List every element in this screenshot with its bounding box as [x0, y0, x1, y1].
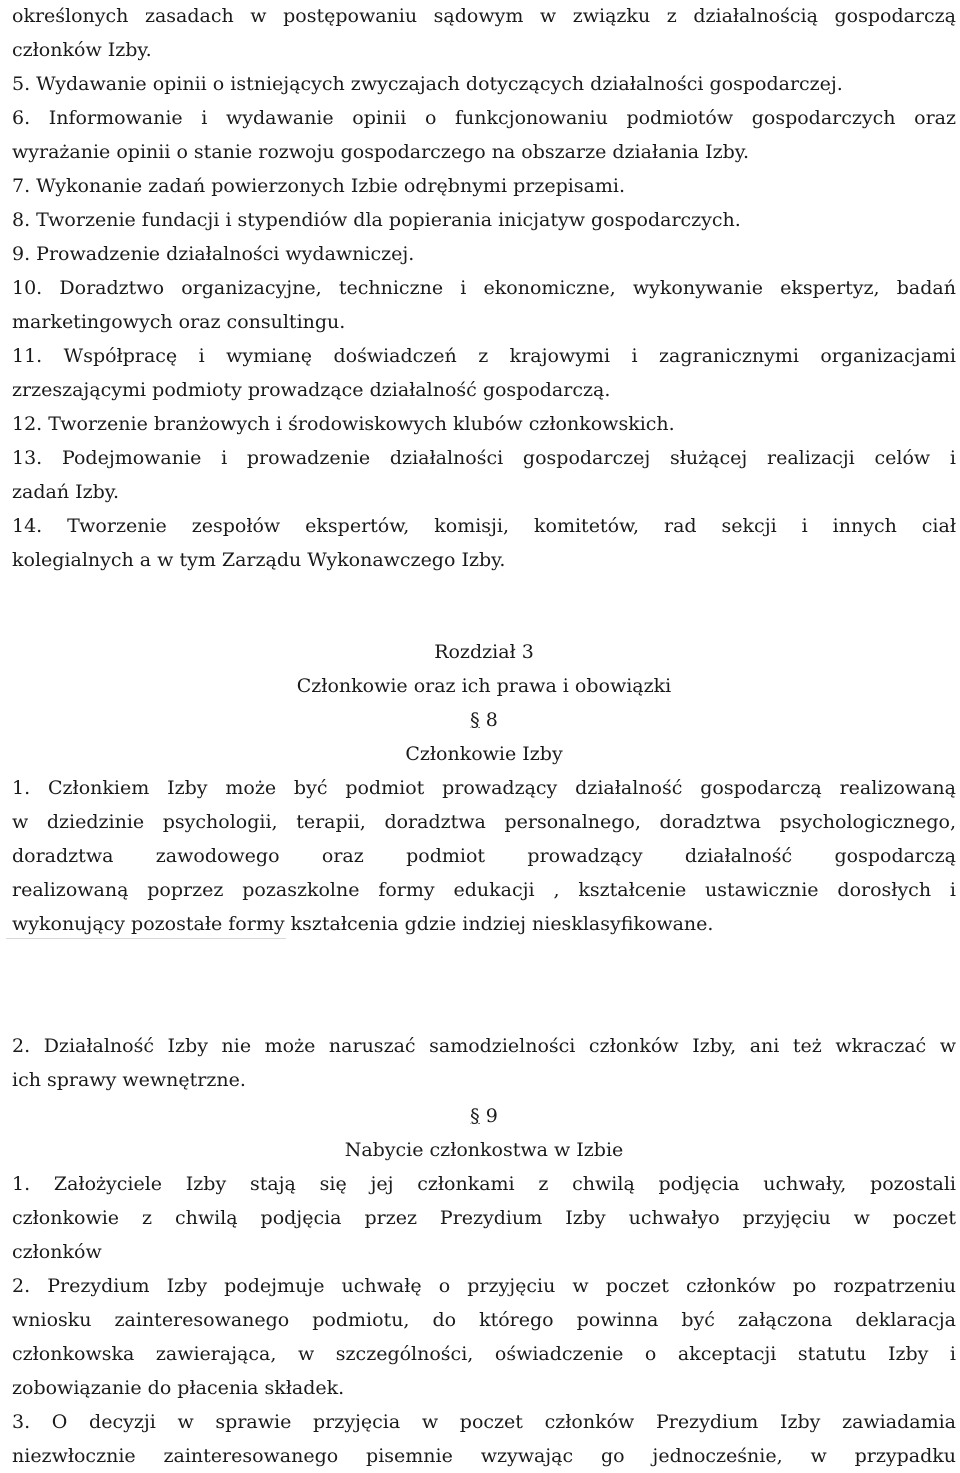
list-item: 9. Prowadzenie działalności wydawniczej. [12, 243, 415, 265]
text-line: marketingowych oraz consultingu. [12, 311, 346, 333]
text-line: członków Izby. [12, 39, 152, 61]
text-line: ich sprawy wewnętrzne. [12, 1069, 246, 1091]
text-line: w dziedzinie psychologii, terapii, doradztwa personalnego, doradztwa psychologicznego, [12, 811, 956, 833]
text-line: zadań Izby. [12, 481, 120, 503]
list-item: 10. Doradztwo organizacyjne, techniczne i ekonomiczne, wykonywanie ekspertyz, badań [12, 277, 956, 299]
list-item: 8. Tworzenie fundacji i stypendiów dla popierania inicjatyw gospodarczych. [12, 209, 741, 231]
text-line: kolegialnych a w tym Zarządu Wykonawczego Izby. [12, 549, 506, 571]
list-item: 7. Wykonanie zadań powierzonych Izbie odrębnymi przepisami. [12, 175, 626, 197]
chapter-title: Członkowie oraz ich prawa i obowiązki [296, 675, 672, 697]
section-number [12, 703, 956, 737]
list-item: 13. Podejmowanie i prowadzenie działalności gospodarczej służącej realizacji celów i [12, 447, 956, 469]
text-line: wyrażanie opinii o stanie rozwoju gospodarczego na obszarze działania Izby. [12, 141, 750, 163]
text-line: 3. O decyzji w sprawie przyjęcia w poczet członków Prezydium Izby zawiadamia [12, 1411, 956, 1433]
section-number-value: 8 [485, 709, 498, 731]
text-line: 1. Założyciele Izby stają się jej członkami z chwilą podjęcia uchwały, pozostali [12, 1173, 956, 1195]
text-line: zobowiązanie do płacenia składek. [12, 1377, 345, 1399]
document-page [12, 0, 956, 1473]
section-number [12, 1099, 956, 1133]
section-number-value: 9 [485, 1105, 498, 1127]
section-title: Nabycie członkostwa w Izbie [344, 1139, 624, 1161]
list-item: 12. Tworzenie branżowych i środowiskowych klubów członkowskich. [12, 413, 675, 435]
text-line: 2. Działalność Izby nie może naruszać samodzielności członków Izby, ani też wkraczać w [12, 1035, 956, 1057]
text-line: 1. Członkiem Izby może być podmiot prowadzący działalność gospodarczą realizowaną [12, 777, 956, 799]
text-line: członków [12, 1241, 102, 1263]
text-line: zrzeszającymi podmioty prowadzące działalność gospodarczą. [12, 379, 611, 401]
list-item: 14. Tworzenie zespołów ekspertów, komisji, komitetów, rad sekcji i innych ciał [12, 515, 956, 537]
text-line: członkowska zawierająca, w szczególności, oświadczenie o akceptacji statutu Izby i [12, 1343, 956, 1365]
text-line: wykonujący pozostałe formy kształcenia gdzie indziej niesklasyfikowane. [12, 913, 714, 935]
text-line: doradztwa zawodowego oraz podmiot prowadzący działalność gospodarczą [12, 845, 956, 867]
paragraph-sign: § [470, 1105, 480, 1127]
paragraph-sign: § [470, 709, 480, 731]
section-title: Członkowie Izby [405, 743, 563, 765]
list-item: 11. Współpracę i wymianę doświadczeń z krajowymi i zagranicznymi organizacjami [12, 345, 956, 367]
text-line: niezwłocznie zainteresowanego pisemnie wzywając go jednocześnie, w przypadku [12, 1445, 956, 1467]
text-line: członkowie z chwilą podjęcia przez Prezydium Izby uchwałyo przyjęciu w poczet [12, 1207, 956, 1229]
list-item: 5. Wydawanie opinii o istniejących zwyczajach dotyczących działalności gospodarczej. [12, 73, 843, 95]
text-line: wniosku zainteresowanego podmiotu, do którego powinna być załączona deklaracja [12, 1309, 956, 1331]
chapter-heading: Rozdział 3 [434, 641, 534, 663]
list-item: 6. Informowanie i wydawanie opinii o funkcjonowaniu podmiotów gospodarczych oraz [12, 107, 956, 129]
text-line: określonych zasadach w postępowaniu sądowym w związku z działalnością gospodarczą [12, 5, 956, 27]
text-line: 2. Prezydium Izby podejmuje uchwałę o przyjęciu w poczet członków po rozpatrzeniu [12, 1275, 956, 1297]
text-line: realizowaną poprzez pozaszkolne formy edukacji , kształcenie ustawicznie dorosłych i [12, 879, 956, 901]
